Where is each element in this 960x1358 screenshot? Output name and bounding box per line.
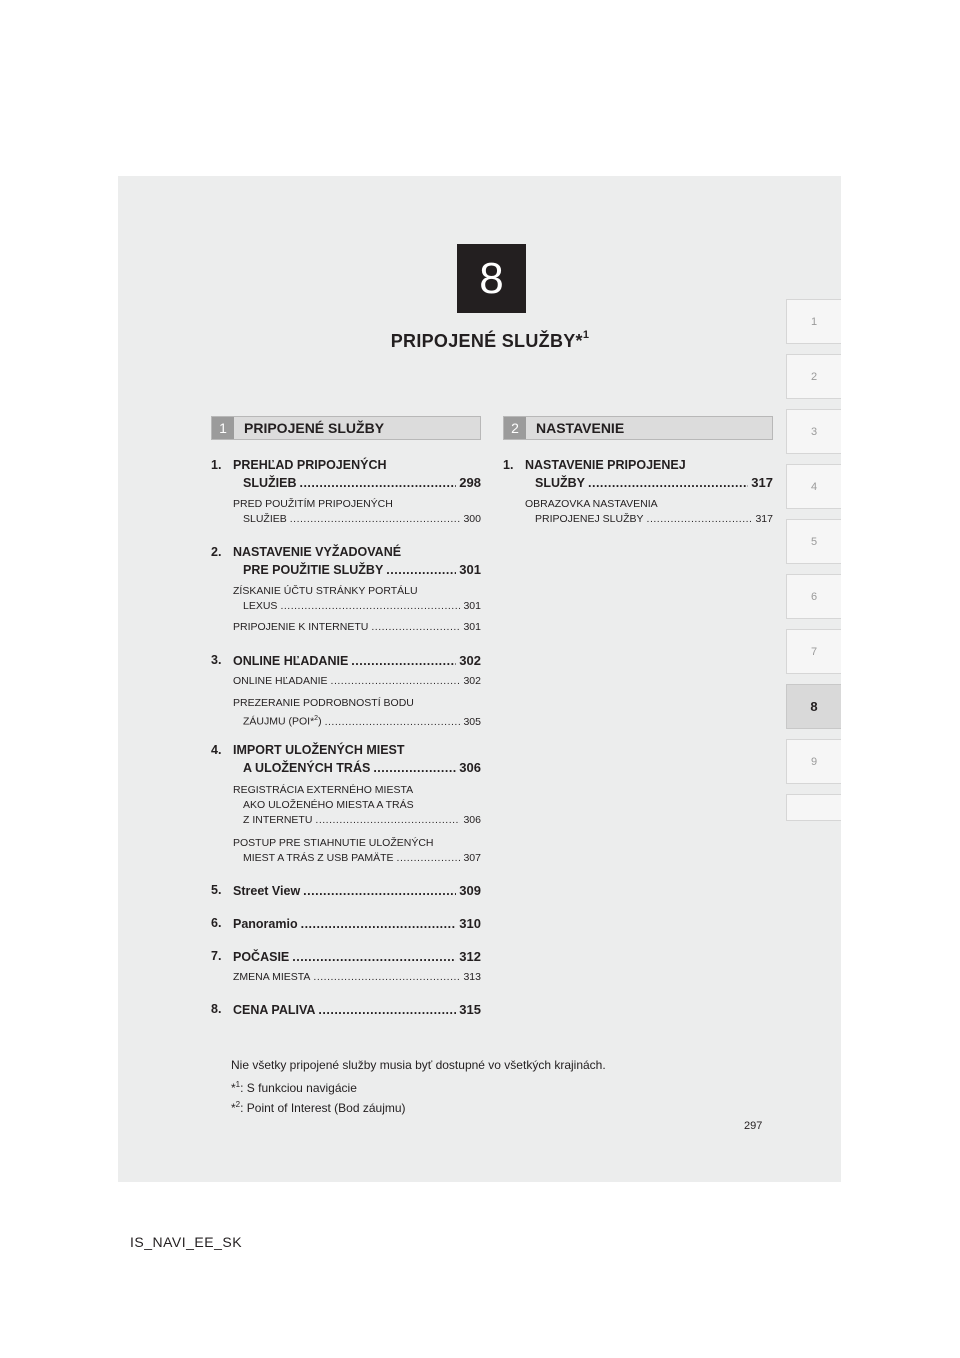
page-ref: 300 — [463, 513, 481, 525]
chapter-number-box — [457, 244, 526, 313]
page-ref: 298 — [459, 475, 481, 490]
chapter-number: 8 — [479, 253, 504, 303]
chapter-tab-1[interactable]: 1 — [786, 299, 841, 344]
chapter-tab-9[interactable]: 9 — [786, 739, 841, 784]
page-ref: 301 — [463, 600, 481, 612]
toc-subentry[interactable]: ONLINE HĽADANIE ..... 302 — [211, 674, 481, 689]
chapter-tab-4[interactable]: 4 — [786, 464, 841, 509]
chapter-tab-7[interactable]: 7 — [786, 629, 841, 674]
toc-subentry[interactable]: REGISTRÁCIA EXTERNÉHO MIESTA AKO ULOŽENÉHO MIESTA A TRÁS Z INTERNETU ..... 306 — [211, 783, 481, 828]
page-ref: 307 — [463, 852, 481, 864]
section-header-2 — [503, 416, 773, 440]
toc-entry[interactable]: 7. POČASIE ..... 312 — [211, 948, 481, 966]
chapter-tab-3[interactable]: 3 — [786, 409, 841, 454]
page-ref: 313 — [463, 971, 481, 983]
chapter-tab-blank[interactable] — [786, 794, 841, 821]
toc-entry[interactable]: 6. Panoramio ..... 310 — [211, 915, 481, 933]
page-ref: 315 — [459, 1002, 481, 1017]
chapter-title: PRIPOJENÉ SLUŽBY*$^1$ — [390, 329, 590, 351]
page-number: 297 — [744, 1120, 763, 1132]
toc-entry[interactable]: 2. NASTAVENIE VYŽADOVANÉ PRE POUŽITIE SLUŽBY ..... 301 — [211, 544, 481, 579]
toc-subentry[interactable]: OBRAZOVKA NASTAVENIA PRIPOJENEJ SLUŽBY ..... 317 — [503, 497, 773, 527]
toc-entry[interactable]: 1. PREHĽAD PRIPOJENÝCH SLUŽIEB ..... 298 — [211, 457, 481, 492]
page-ref: 302 — [463, 675, 481, 687]
page-ref: 305 — [463, 715, 481, 728]
footnote-1: *$^1$: S funkciou navigácie — [231, 1080, 357, 1095]
page-ref: 309 — [459, 883, 481, 898]
chapter-tab-2[interactable]: 2 — [786, 354, 841, 399]
page-ref: 312 — [459, 949, 481, 964]
page-ref: 306 — [463, 814, 481, 826]
page-ref: 301 — [463, 621, 481, 633]
footnote-2: *$^2$: Point of Interest (Bod záujmu) — [231, 1100, 406, 1115]
toc-entry[interactable]: 4. IMPORT ULOŽENÝCH MIEST A ULOŽENÝCH TRÁS ..... 306 — [211, 742, 481, 777]
document-id: IS_NAVI_EE_SK — [130, 1234, 243, 1250]
section-label: PRIPOJENÉ SLUŽBY — [244, 420, 385, 436]
page-ref: 302 — [459, 653, 481, 668]
toc-entry[interactable]: 1. NASTAVENIE PRIPOJENEJ SLUŽBY ..... 317 — [503, 457, 773, 492]
availability-note: Nie všetky pripojené služby musia byť dostupné vo všetkých krajinách. — [231, 1058, 606, 1072]
page-ref: 317 — [751, 475, 773, 490]
section-number: 2 — [504, 417, 526, 439]
toc-subentry[interactable]: PREZERANIE PODROBNOSTÍ BODU ZÁUJMU (POI*$^2$) ..... 305 — [211, 696, 481, 730]
toc-entry[interactable]: 3. ONLINE HĽADANIE ..... 302 — [211, 652, 481, 670]
toc-entry[interactable]: 5. Street View ..... 309 — [211, 882, 481, 900]
chapter-tab-8-active[interactable]: 8 — [786, 684, 841, 729]
toc-subentry[interactable]: ZÍSKANIE ÚČTU STRÁNKY PORTÁLU LEXUS ..... 301 — [211, 584, 481, 614]
toc-subentry[interactable]: POSTUP PRE STIAHNUTIE ULOŽENÝCH MIEST A TRÁS Z USB PAMÄTE ..... 307 — [211, 836, 481, 866]
page-ref: 306 — [459, 760, 481, 775]
page-ref: 317 — [755, 513, 773, 525]
chapter-tab-6[interactable]: 6 — [786, 574, 841, 619]
toc-left — [211, 457, 481, 1037]
section-number: 1 — [212, 417, 234, 439]
page-ref: 310 — [459, 916, 481, 931]
section-label: NASTAVENIE — [536, 420, 625, 436]
page-ref: 301 — [459, 562, 481, 577]
section-header-1 — [211, 416, 481, 440]
toc-subentry[interactable]: ZMENA MIESTA ..... 313 — [211, 970, 481, 985]
toc-subentry[interactable]: PRED POUŽITÍM PRIPOJENÝCH SLUŽIEB ..... 300 — [211, 497, 481, 527]
toc-entry[interactable]: 8. CENA PALIVA ..... 315 — [211, 1001, 481, 1019]
chapter-tab-5[interactable]: 5 — [786, 519, 841, 564]
toc-right — [503, 457, 773, 547]
toc-subentry[interactable]: PRIPOJENIE K INTERNETU ..... 301 — [211, 620, 481, 635]
